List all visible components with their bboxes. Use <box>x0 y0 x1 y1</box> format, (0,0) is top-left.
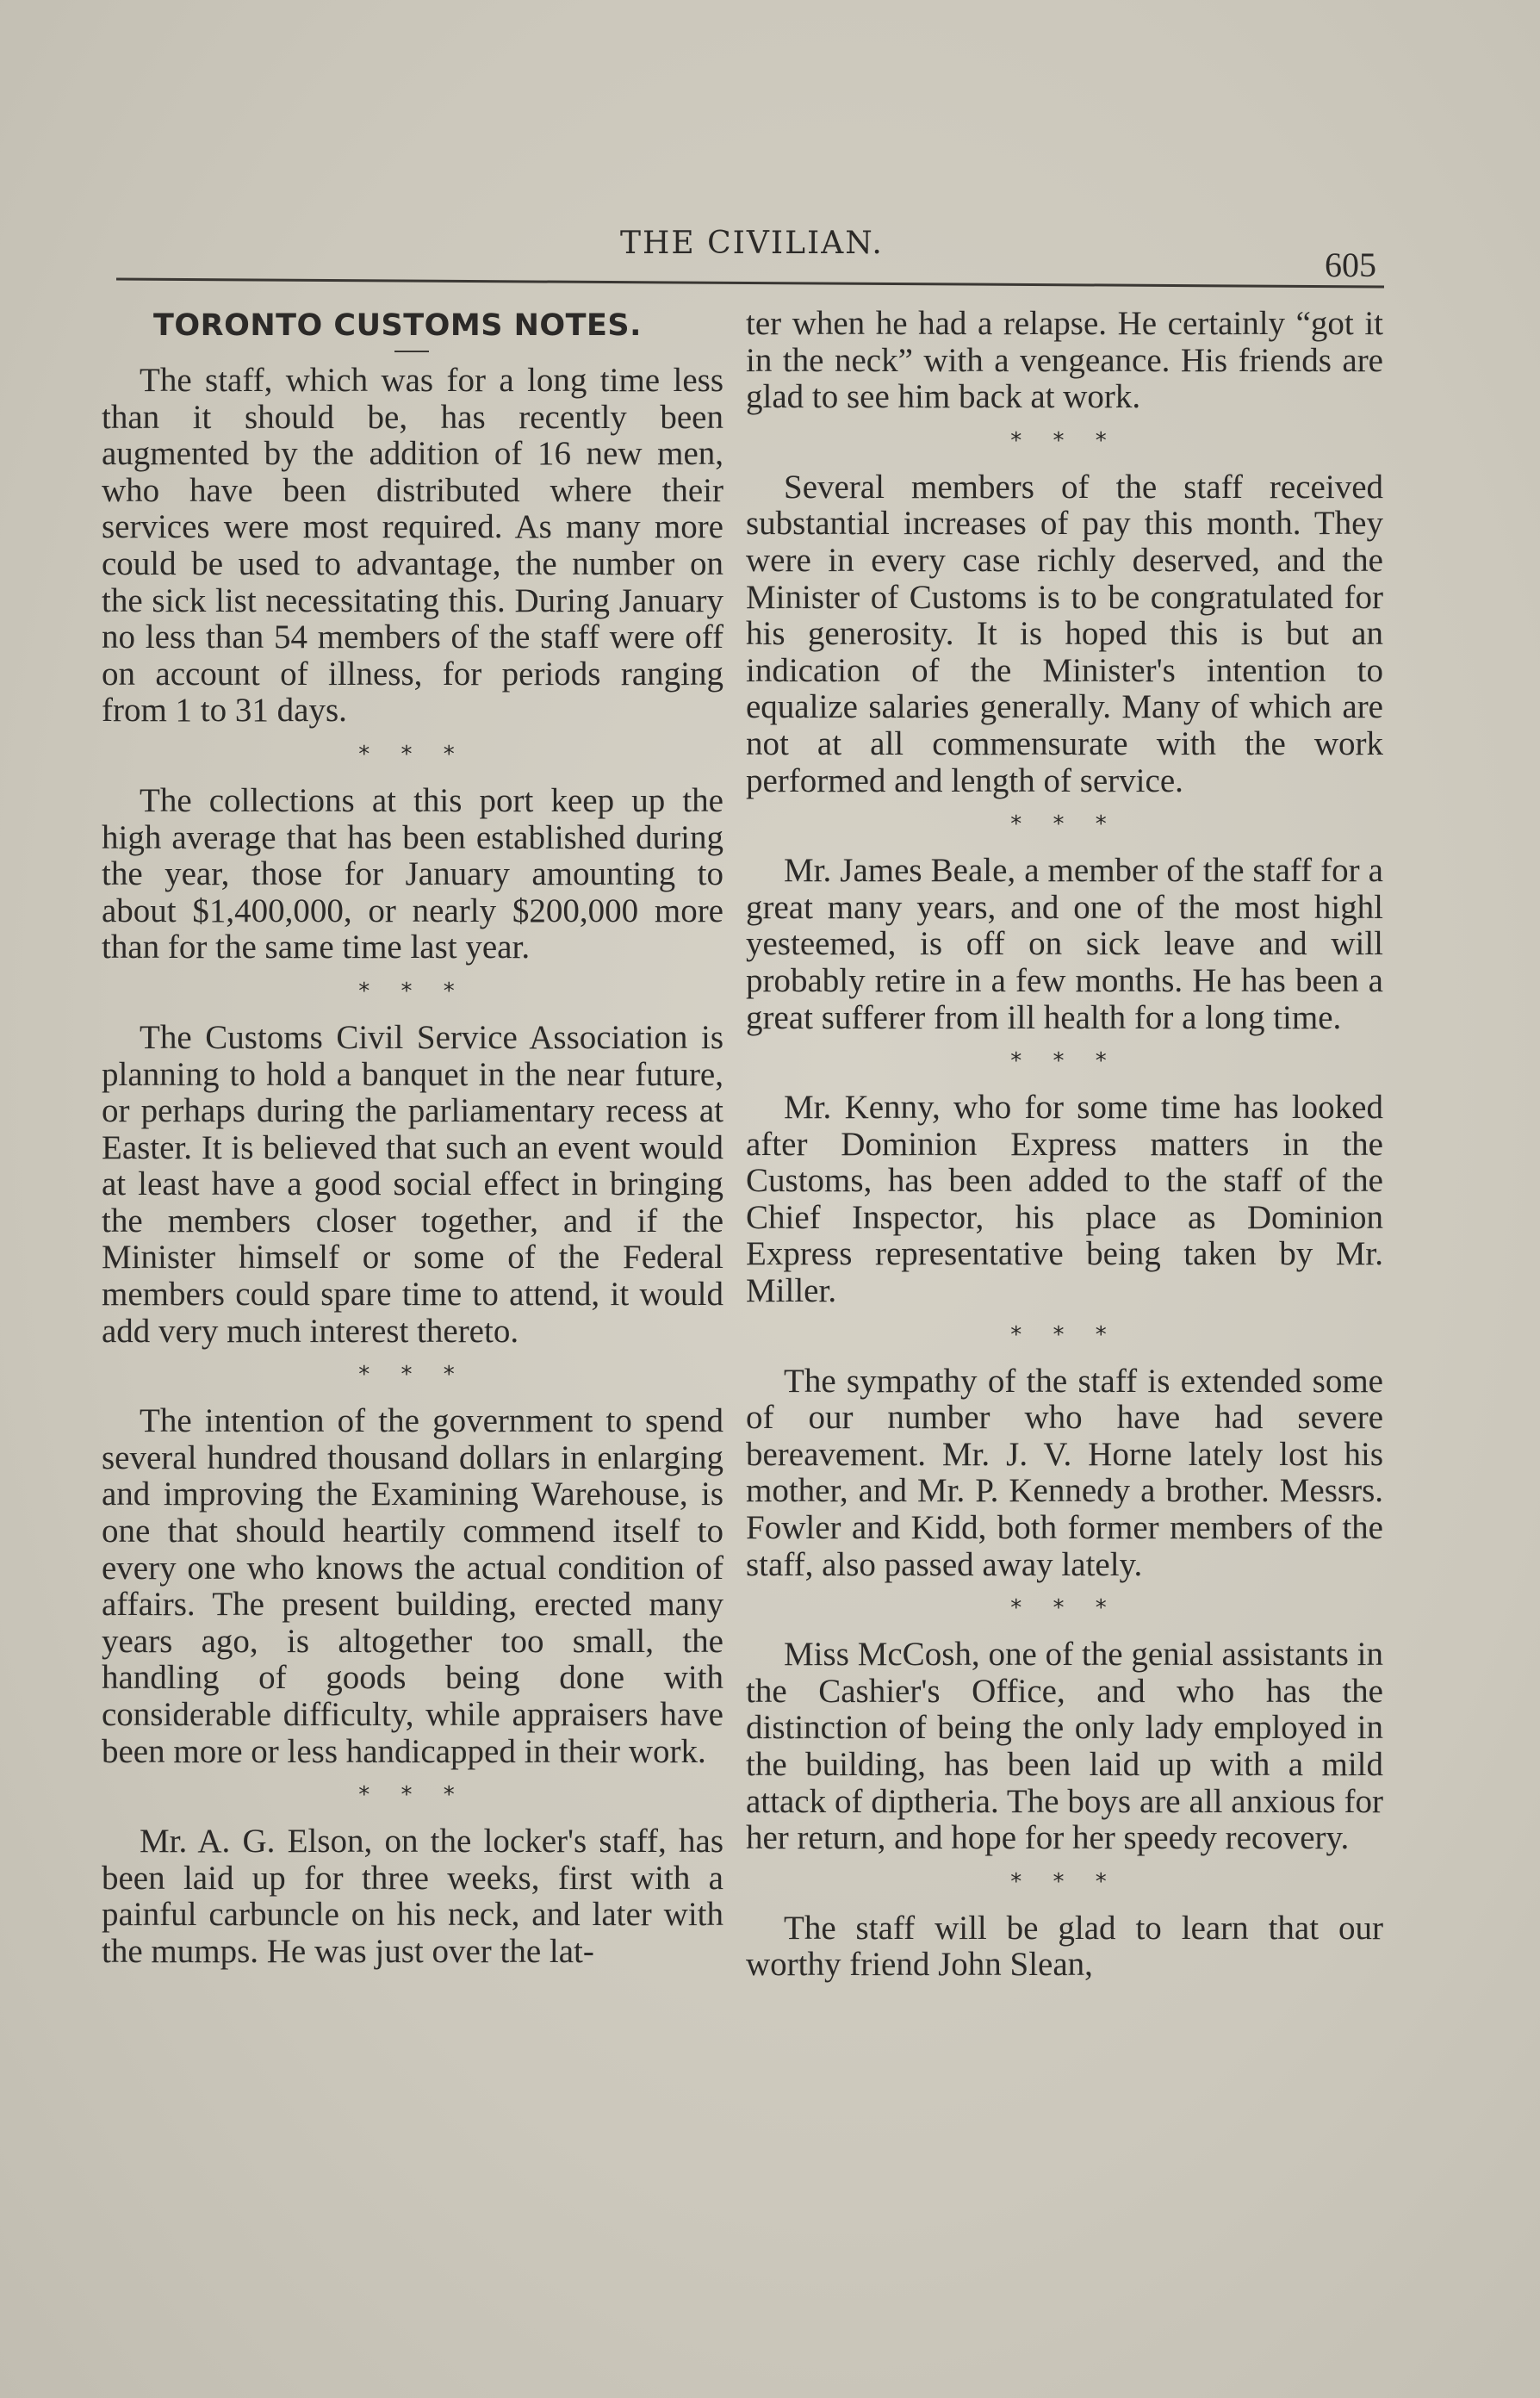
right-column <box>746 306 1383 1984</box>
page-number: 605 <box>1325 245 1376 284</box>
paragraph-banquet: The Customs Civil Service Association is planning to hold a banquet in the near future, or perhaps during the parliamentary recess at Easter. It is believed that such an event would at least have a good social effect in bringing the members closer together, and if the Minister himself or some of the Federal members could spare time to attend, it would add very much interest thereto. <box>102 1018 723 1350</box>
left-column <box>102 306 723 1971</box>
paragraph-sympathy: The sympathy of the staff is extended some of our number who have had severe bereavement. Mr. J. V. Horne lately lost his mother, and Mr. P. Kennedy a brother. Messrs. Fowler and Kidd, both former members of the staff, also passed away lately. <box>746 1362 1383 1583</box>
paragraph-slean: The staff will be glad to learn that our worthy friend John Slean, <box>746 1909 1383 1984</box>
section-separator: * * * <box>358 1362 467 1388</box>
title-dash <box>394 351 429 352</box>
section-separator: * * * <box>358 741 467 767</box>
section-separator: * * * <box>1010 1321 1119 1348</box>
article-title: TORONTO CUSTOMS NOTES. <box>153 308 642 343</box>
section-separator: * * * <box>1010 1048 1119 1075</box>
paragraph-elson: Mr. A. G. Elson, on the locker's staff, has been laid up for three weeks, first with a painful carbuncle on his neck, and later with the mumps. He was just over the lat- <box>102 1823 723 1970</box>
section-separator: * * * <box>1010 811 1119 838</box>
paragraph-mccosh: Miss McCosh, one of the genial assistants in the Cashier's Office, and who has the distinction of being the only lady employed in the building, has been laid up with a mild attack of diptheria. The boys are all anxious for her return, and hope for her speedy recovery. <box>746 1636 1383 1857</box>
section-separator: * * * <box>358 1782 467 1809</box>
paragraph-staff-augmented: The staff, which was for a long time less than it should be, has recently been augmented by the addition of 16 new men, who have been distributed where their services were most required. As many more could be used to advantage, the number on the sick list necessitating this. During January no less than 54 members of the staff were off on account of illness, for periods ranging from 1 to 31 days. <box>102 362 723 730</box>
section-separator: * * * <box>1010 1868 1119 1895</box>
section-separator: * * * <box>358 978 467 1004</box>
paragraph-beale: Mr. James Beale, a member of the staff for a great many years, and one of the most highl yesteemed, is off on sick leave and will probably retire in a few months. He has been a great sufferer from ill health for a long time. <box>746 852 1383 1036</box>
section-separator: * * * <box>1010 427 1119 454</box>
running-head: THE CIVILIAN. <box>620 226 884 261</box>
header-rule <box>116 278 1384 289</box>
paragraph-warehouse: The intention of the government to spend several hundred thousand dollars in enlarging and improving the Examining Warehouse, is one that should heartily commend itself to every one who knows the actual condition of affairs. The present building, erected many years ago, is altogether too small, the handling of goods being done with considerable difficulty, while appraisers have been more or less handicapped in their work. <box>102 1402 723 1770</box>
paragraph-collections: The collections at this port keep up the high average that has been established during the year, those for January amounting to about $1,400,000, or nearly $200,000 more than for the same time last year. <box>102 781 723 966</box>
paragraph-pay-increases: Several members of the staff received substantial increases of pay this month. They were in every case richly deserved, and the Minister of Customs is to be congratulated for his generosity. It is hoped this is but an indication of the Minister's intention to equalize salaries generally. Many of which are not at all commensurate with the work performed and length of service. <box>746 468 1383 799</box>
section-separator: * * * <box>1010 1595 1119 1622</box>
paragraph-kenny: Mr. Kenny, who for some time has looked after Dominion Express matters in the Customs, has been added to the staff of the Chief Inspector, his place as Dominion Express representative being taken by Mr. Miller. <box>746 1089 1383 1310</box>
paragraph-elson-continued: ter when he had a relapse. He certainly “got it in the neck” with a vengeance. His friends are glad to see him back at work. <box>746 305 1383 416</box>
